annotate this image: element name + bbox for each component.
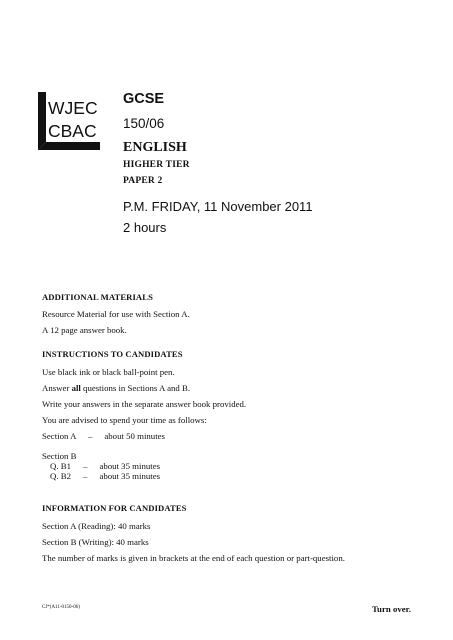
instruction-line-2-bold: all <box>71 383 81 393</box>
q-b2-label: Q. B2 <box>50 471 72 481</box>
qualification-title: GCSE <box>123 91 165 107</box>
instruction-line-3: Write your answers in the separate answer book provided. <box>42 399 247 409</box>
section-a-label: Section A <box>42 431 76 441</box>
info-line-1: Section A (Reading): 40 marks <box>42 521 151 531</box>
instruction-line-2 <box>42 383 190 393</box>
section-a-timing <box>42 431 165 441</box>
instructions-heading: INSTRUCTIONS TO CANDIDATES <box>42 349 183 359</box>
paper-label: PAPER 2 <box>123 176 163 186</box>
q-b1-label: Q. B1 <box>50 461 72 471</box>
additional-materials-heading: ADDITIONAL MATERIALS <box>42 292 153 302</box>
info-line-2: Section B (Writing): 40 marks <box>42 537 149 547</box>
turn-over-label: Turn over. <box>372 604 411 614</box>
materials-line-2: A 12 page answer book. <box>42 325 127 335</box>
exam-duration: 2 hours <box>123 220 167 235</box>
logo-bottom-text: CBAC <box>48 121 97 141</box>
paper-code: 150/06 <box>123 116 165 131</box>
information-heading: INFORMATION FOR CANDIDATES <box>42 503 187 513</box>
q-b1-time: about 35 minutes <box>99 461 161 471</box>
instruction-line-4: You are advised to spend your time as follows: <box>42 415 207 425</box>
paper-reference: CJ*(A11-0150-06) <box>42 605 80 610</box>
instruction-line-1: Use black ink or black ball-point pen. <box>42 367 175 377</box>
instruction-line-2-post: questions in Sections A and B. <box>80 383 191 393</box>
section-b-label: Section B <box>42 451 77 461</box>
q-b1-timing <box>50 461 160 471</box>
info-line-3: The number of marks is given in brackets at the end of each question or part-question. <box>42 553 345 563</box>
tier-label: HIGHER TIER <box>123 160 190 170</box>
dash: – <box>83 471 88 481</box>
q-b2-timing <box>50 471 160 481</box>
dash: – <box>87 431 93 441</box>
instruction-line-2-pre: Answer <box>42 383 72 393</box>
exam-date: P.M. FRIDAY, 11 November 2011 <box>123 199 313 214</box>
subject-title: ENGLISH <box>123 140 187 155</box>
section-a-time: about 50 minutes <box>104 431 165 441</box>
dash: – <box>83 461 88 471</box>
materials-line-1: Resource Material for use with Section A. <box>42 309 190 319</box>
q-b2-time: about 35 minutes <box>99 471 161 481</box>
logo-top-text: WJEC <box>48 98 98 118</box>
wjec-cbac-logo <box>38 92 100 150</box>
